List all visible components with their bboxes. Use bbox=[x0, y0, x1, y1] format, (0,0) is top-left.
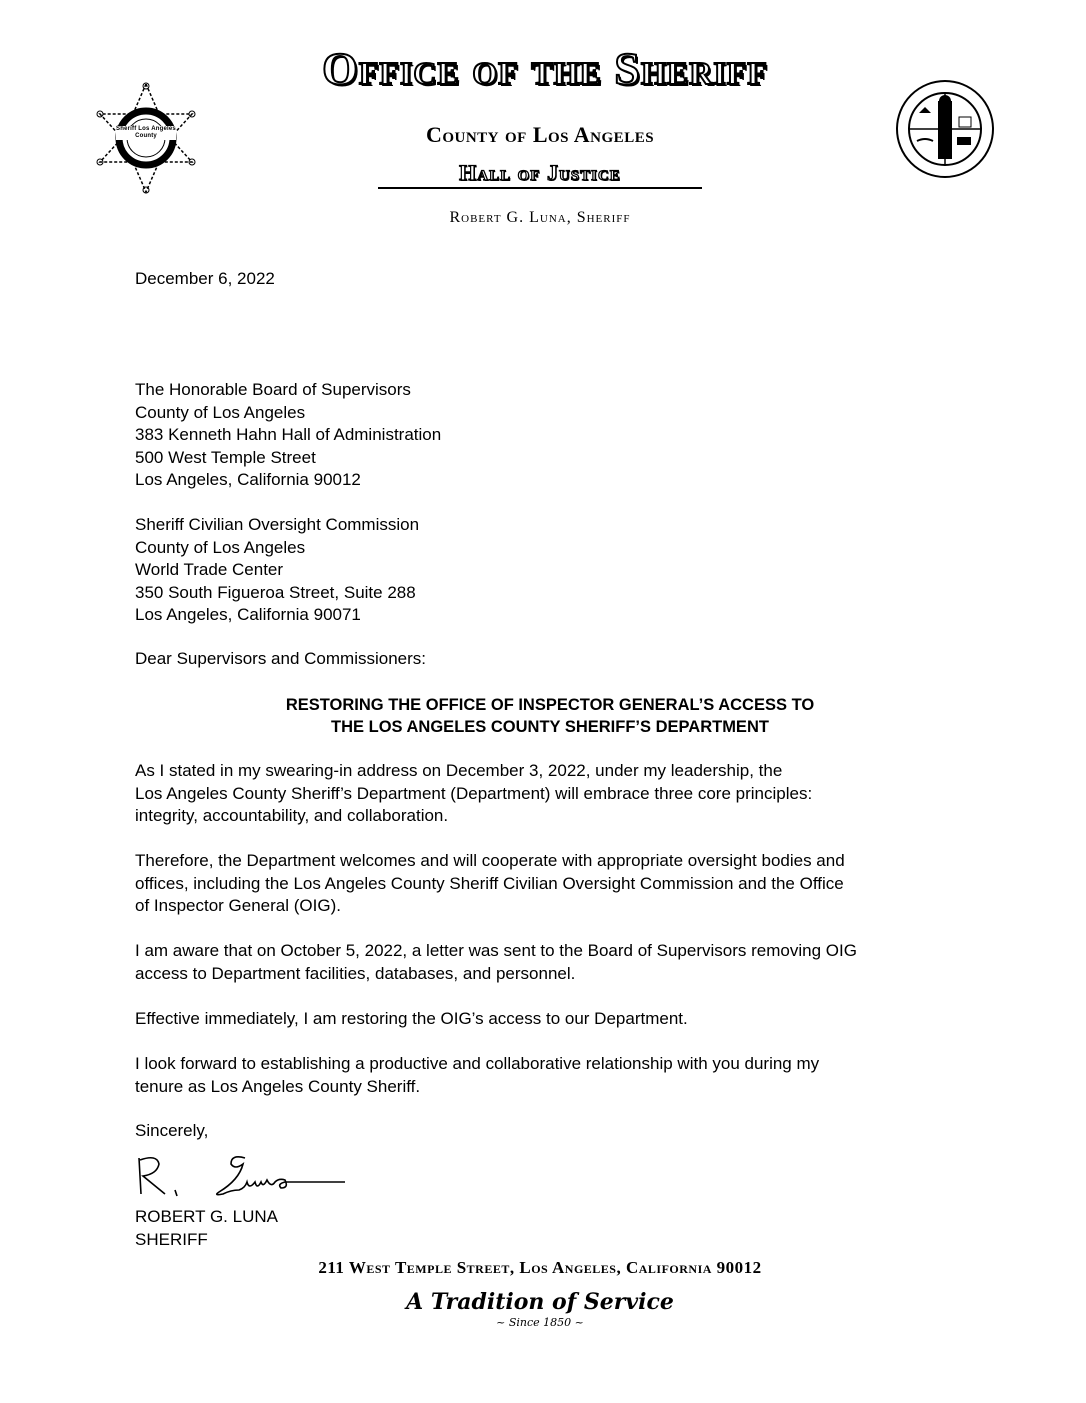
body-paragraph bbox=[135, 1008, 995, 1031]
body-paragraph bbox=[135, 850, 995, 918]
address-line: 350 South Figueroa Street, Suite 288 bbox=[135, 582, 416, 602]
body-paragraph bbox=[135, 1053, 995, 1098]
building-underline bbox=[378, 187, 702, 189]
paragraph-line: access to Department facilities, databases, and personnel. bbox=[135, 963, 576, 983]
address-line: 500 West Temple Street bbox=[135, 447, 316, 467]
paragraph-line: tenure as Los Angeles County Sheriff. bbox=[135, 1076, 421, 1096]
office-title: Office of the Sheriff bbox=[322, 43, 768, 94]
paragraph-line: As I stated in my swearing-in address on December 3, 2022, under my leadership, the bbox=[135, 761, 783, 780]
salutation: Dear Supervisors and Commissioners: bbox=[135, 649, 426, 668]
address-line: Los Angeles, California 90071 bbox=[135, 605, 361, 625]
address-line: The Honorable Board of Supervisors bbox=[135, 380, 411, 399]
paragraph-line: I look forward to establishing a productive and collaborative relationship with you during my bbox=[135, 1054, 820, 1073]
sheriff-star-badge-icon bbox=[92, 82, 200, 194]
body-paragraph bbox=[135, 940, 995, 985]
paragraph-line: of Inspector General (OIG). bbox=[135, 896, 341, 916]
signer-block bbox=[135, 1206, 278, 1251]
address-line: Los Angeles, California 90012 bbox=[135, 470, 361, 490]
paragraph-line: integrity, accountability, and collaboration. bbox=[135, 806, 449, 826]
signer-name: ROBERT G. LUNA bbox=[135, 1207, 278, 1226]
recipient-block-board bbox=[135, 379, 441, 492]
badge-text: Sheriff Los Angeles County bbox=[116, 126, 176, 139]
building-name: Hall of Justice bbox=[459, 160, 621, 185]
body-paragraph bbox=[135, 760, 995, 828]
subject-line: THE LOS ANGELES COUNTY SHERIFF’S DEPARTMENT bbox=[331, 718, 769, 736]
address-line: County of Los Angeles bbox=[135, 537, 306, 557]
county-name: County of Los Angeles bbox=[425, 122, 655, 147]
footer-motto: A Tradition of Service bbox=[406, 1289, 674, 1315]
paragraph-line: offices, including the Los Angeles County Sheriff Civilian Oversight Commission and the Office bbox=[135, 873, 844, 893]
closing: Sincerely, bbox=[135, 1121, 209, 1140]
subject-heading bbox=[200, 694, 900, 738]
footer-since: ~ Since 1850 ~ bbox=[496, 1316, 584, 1329]
address-line: Sheriff Civilian Oversight Commission bbox=[135, 515, 420, 534]
subject-line: RESTORING THE OFFICE OF INSPECTOR GENERAL’S ACCESS TO bbox=[285, 696, 815, 714]
paragraph-line: Los Angeles County Sheriff’s Department (Department) will embrace three core principles: bbox=[135, 783, 813, 803]
address-line: 383 Kenneth Hahn Hall of Administration bbox=[135, 425, 442, 445]
recipient-block-commission bbox=[135, 514, 419, 627]
letter-date: December 6, 2022 bbox=[135, 269, 275, 288]
signer-title: SHERIFF bbox=[135, 1229, 208, 1249]
footer-address: 211 West Temple Street, Los Angeles, California 90012 bbox=[318, 1258, 762, 1277]
handwritten-signature bbox=[135, 1150, 355, 1202]
paragraph-line: I am aware that on October 5, 2022, a letter was sent to the Board of Supervisors removing OIG bbox=[135, 941, 857, 960]
paragraph-line: Therefore, the Department welcomes and will cooperate with appropriate oversight bodies and bbox=[135, 851, 845, 870]
paragraph-line: Effective immediately, I am restoring the OIG’s access to our Department. bbox=[135, 1009, 688, 1028]
address-line: County of Los Angeles bbox=[135, 402, 306, 422]
address-line: World Trade Center bbox=[135, 560, 284, 580]
sheriff-name-line: Robert G. Luna, Sheriff bbox=[449, 209, 631, 226]
county-seal-icon bbox=[895, 77, 995, 182]
